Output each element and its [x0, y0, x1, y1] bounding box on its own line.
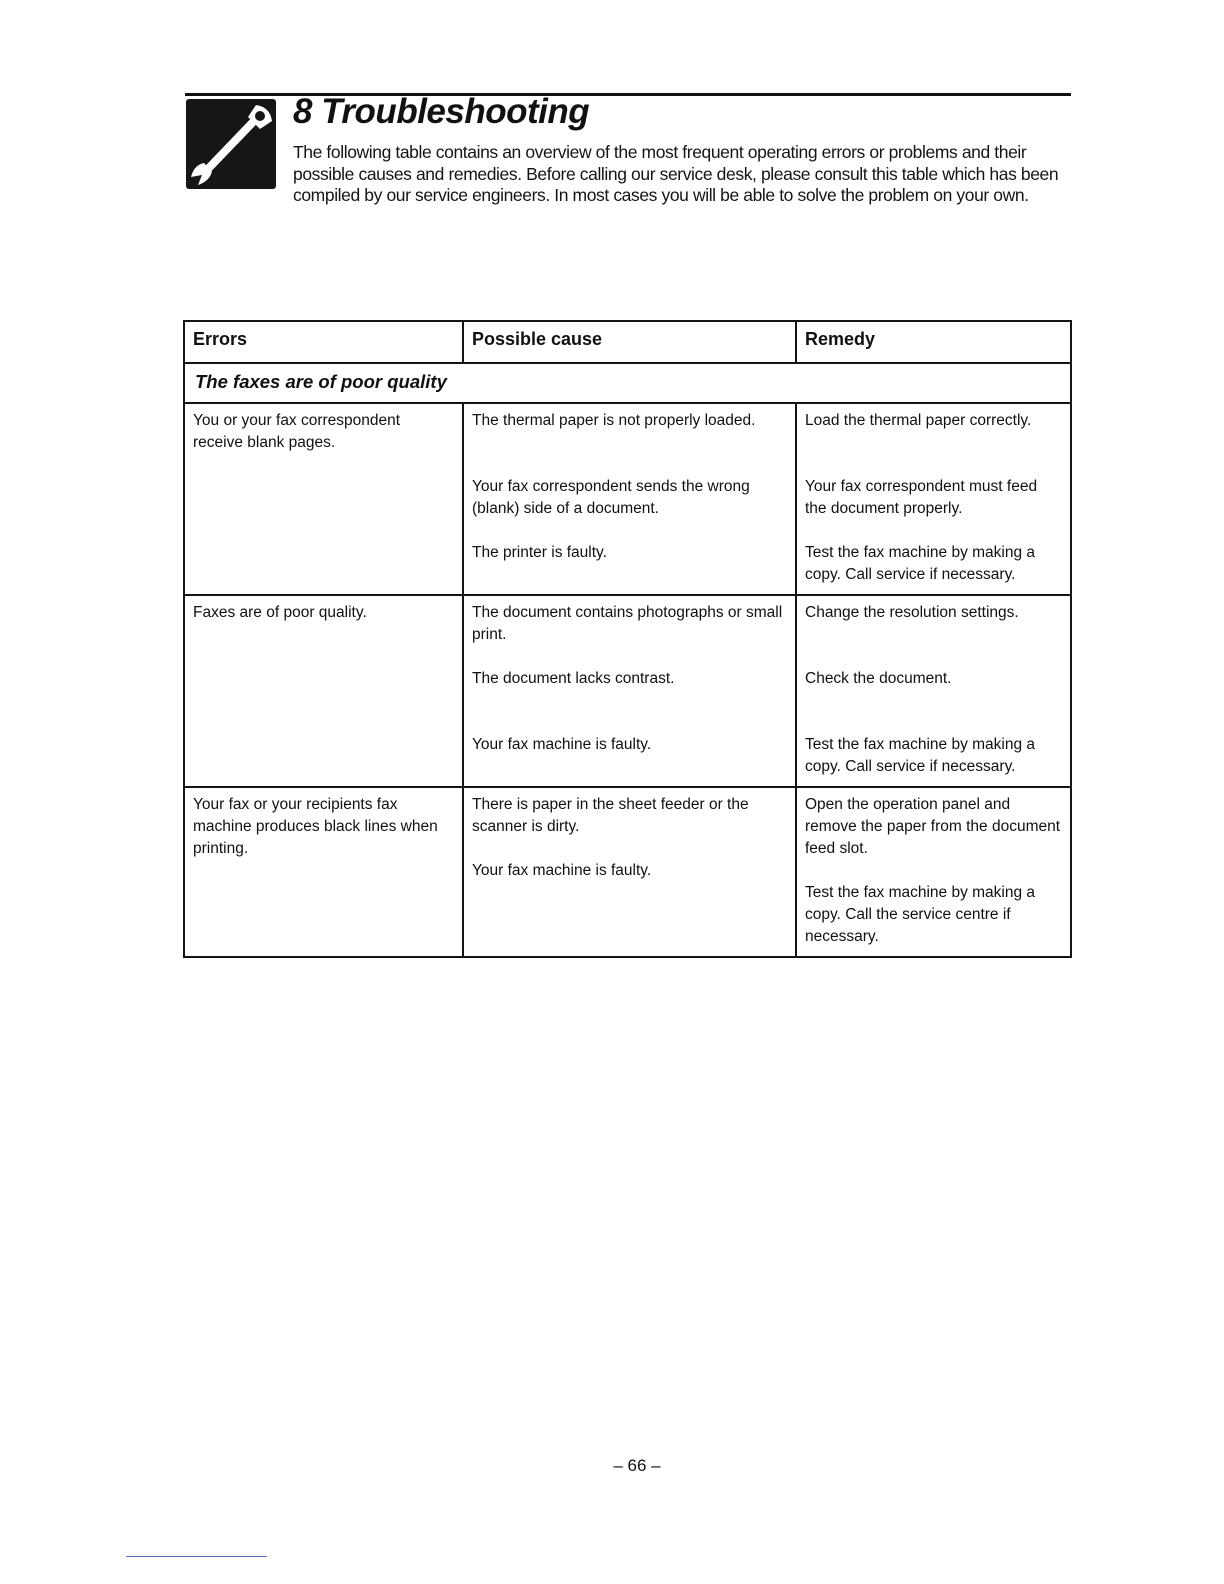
section-row [184, 363, 1071, 403]
page-title: 8 Troubleshooting [293, 92, 590, 131]
error-text: Your fax or your recipients fax machine produces black lines when printing. [193, 796, 438, 857]
header-possible-cause: Possible cause [463, 321, 796, 363]
cause-cell [463, 595, 796, 787]
footer-rule [126, 1556, 267, 1557]
cause-item: The printer is faulty. [472, 544, 607, 561]
remedy-item: Your fax correspondent must feed the document properly. [805, 478, 1038, 517]
table-row [184, 787, 1071, 957]
cause-cell [463, 787, 796, 957]
error-text: You or your fax correspondent receive blank pages. [193, 412, 401, 451]
remedy-cell [796, 595, 1071, 787]
cause-item: Your fax machine is faulty. [472, 862, 652, 879]
remedy-item: Open the operation panel and remove the paper from the document feed slot. [805, 796, 1061, 857]
page-number: – 66 – [613, 1456, 661, 1475]
intro-paragraph: The following table contains an overview of the most frequent operating errors or problems and their possible causes and remedies. Before calling our service desk, please consult this table which has been compiled by our service engineers. In most cases you will be able to solve the problem on your own. [293, 142, 1059, 205]
remedy-cell [796, 787, 1071, 957]
remedy-item: Test the fax machine by making a copy. Call the service centre if necessary. [805, 884, 1036, 945]
error-cell [184, 403, 463, 595]
table-row [184, 403, 1071, 595]
cause-item: The document lacks contrast. [472, 670, 675, 687]
troubleshooting-table [183, 320, 1072, 958]
remedy-item: Check the document. [805, 670, 952, 687]
cause-cell [463, 403, 796, 595]
error-cell [184, 595, 463, 787]
cause-item: There is paper in the sheet feeder or the scanner is dirty. [472, 796, 749, 835]
remedy-cell [796, 403, 1071, 595]
error-cell [184, 787, 463, 957]
table-row [184, 595, 1071, 787]
section-title: The faxes are of poor quality [184, 363, 1071, 403]
cause-item: The thermal paper is not properly loaded. [472, 412, 756, 429]
cause-item: Your fax machine is faulty. [472, 736, 652, 753]
header-errors: Errors [184, 321, 463, 363]
wrench-icon [186, 99, 276, 189]
remedy-item: Test the fax machine by making a copy. Call service if necessary. [805, 544, 1036, 583]
remedy-item: Test the fax machine by making a copy. Call service if necessary. [805, 736, 1036, 775]
header-remedy: Remedy [796, 321, 1071, 363]
cause-item: Your fax correspondent sends the wrong (blank) side of a document. [472, 478, 750, 517]
cause-item: The document contains photographs or small print. [472, 604, 783, 643]
error-text: Faxes are of poor quality. [193, 604, 367, 621]
table-header-row [184, 321, 1071, 363]
remedy-item: Change the resolution settings. [805, 604, 1019, 621]
remedy-item: Load the thermal paper correctly. [805, 412, 1032, 429]
